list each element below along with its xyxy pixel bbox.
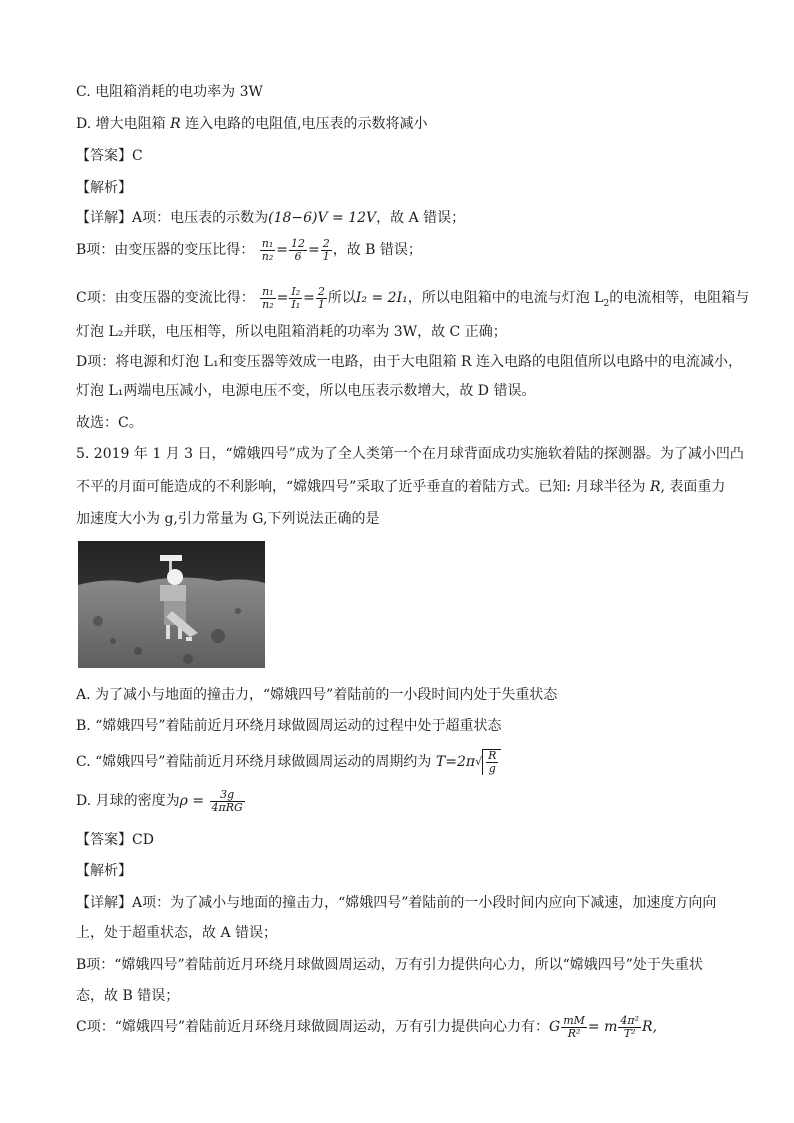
fraction-4pi2-T2: $\frac{\text{4π²}}{\text{T²}}$ <box>620 1013 640 1040</box>
fraction-mM-R2: $\frac{mM}{\text{R²}}$ <box>563 1013 585 1040</box>
question-5-line-1: 5. 2019 年 1 月 3 日，“嫦娥四号”成为了全人类第一个在月球背面成功实施软着陆的探测器。为了减小凹凸 <box>76 446 744 462</box>
fraction-2-1: $\frac{2}{1}$ <box>322 236 330 263</box>
option-b: B. “嫦娥四号”着陆前近月环绕月球做圆周运动的过程中处于超重状态 <box>76 718 502 734</box>
explanation-2-a: 【详解】A项：为了减小与地面的撞击力，“嫦娥四号”着陆前的一小段时间内应向下减速，加速度方向向 <box>76 895 717 911</box>
lunar-lander-illustration <box>78 541 265 668</box>
explanation-c: C项：由变压器的变流比得： $\frac{\text{n₁}}{\text{n₂}}$ = $\frac{\text{I₂}}{\text{I₁}}$ = $\frac{2}{1}$ 所以I₂ = 2I₁，所以电阻箱中的电流与灯泡 $L_2$的电流相等，电阻箱与 <box>76 284 750 311</box>
explanation-2-b: B项：“嫦娥四号”着陆前近月环绕月球做圆周运动，万有引力提供向心力，所以“嫦娥四号”处于失重状 <box>76 957 703 973</box>
option-c: C. “嫦娥四号”着陆前近月环绕月球做圆周运动的周期约为 T=2π√ $\frac{R}{g}$ <box>76 742 501 782</box>
question-5-line-3: 加速度大小为 g,引力常量为 G,下列说法正确的是 <box>76 511 380 527</box>
explanation-2-c: C项：“嫦娥四号”着陆前近月环绕月球做圆周运动，万有引力提供向心力有：G $\frac{mM}{\text{R²}}$ = m $\frac{\text{4π²}}{\text{T²}}$ R, <box>76 1013 658 1040</box>
fraction-12-6: $\frac{12}{6}$ <box>290 236 305 263</box>
explanation-c-cont: 灯泡 L₂并联，电压相等，所以电阻箱消耗的功率为 3W，故 C 正确； <box>76 324 507 340</box>
option-c-previous: C. 电阻箱消耗的电功率为 3W <box>76 84 263 100</box>
explanation-2-a-cont: 上，处于超重状态，故 A 错误； <box>76 925 278 941</box>
option-d: D. 月球的密度为ρ = $\frac{3g}{\text{4πRG}}$ <box>76 787 243 814</box>
explanation-a: 【详解】A项：电压表的示数为(18−6)V = 12V，故 A 错误； <box>76 210 466 226</box>
answer-label-2: 【答案】CD <box>76 832 154 848</box>
fraction-density: $\frac{3g}{\text{4πRG}}$ <box>211 787 243 814</box>
explanation-d: D项：将电源和灯泡 L₁和变压器等效成一电路，由于大电阻箱 R 连入电路的电阻值所以电路中的电流减小， <box>76 354 743 370</box>
lunar-lander-photo <box>78 541 265 668</box>
analysis-label: 【解析】 <box>76 180 132 196</box>
fraction-n1-n2-b: $\frac{\text{n₁}}{\text{n₂}}$ <box>262 284 274 311</box>
final-choice: 故选：C。 <box>76 415 143 431</box>
explanation-d-cont: 灯泡 L₁两端电压减小，电源电压不变，所以电压表示数增大，故 D 错误。 <box>76 383 536 399</box>
answer-label: 【答案】C <box>76 148 143 164</box>
option-d-previous: D. 增大电阻箱 R 连入电路的电阻值,电压表的示数将减小 <box>76 116 428 132</box>
sqrt-r-over-g: √ $\frac{R}{g}$ <box>475 742 501 782</box>
fraction-i2-i1: $\frac{\text{I₂}}{\text{I₁}}$ <box>291 284 301 311</box>
explanation-2-b-cont: 态，故 B 错误； <box>76 988 180 1004</box>
explanation-b: B项：由变压器的变压比得： $\frac{\text{n₁}}{\text{n₂}}$ = $\frac{12}{6}$ = $\frac{2}{1}$ ，故 B 错误； <box>76 236 422 263</box>
analysis-label-2: 【解析】 <box>76 863 132 879</box>
option-a: A. 为了减小与地面的撞击力，“嫦娥四号”着陆前的一小段时间内处于失重状态 <box>76 687 558 703</box>
question-5-line-2: 不平的月面可能造成的不利影响，“嫦娥四号”采取了近乎垂直的着陆方式。已知: 月球半径为 R, 表面重力 <box>76 479 726 495</box>
fraction-n1-n2: $\frac{\text{n₁}}{\text{n₂}}$ <box>261 236 274 263</box>
fraction-2-1-b: $\frac{2}{1}$ <box>317 284 325 311</box>
